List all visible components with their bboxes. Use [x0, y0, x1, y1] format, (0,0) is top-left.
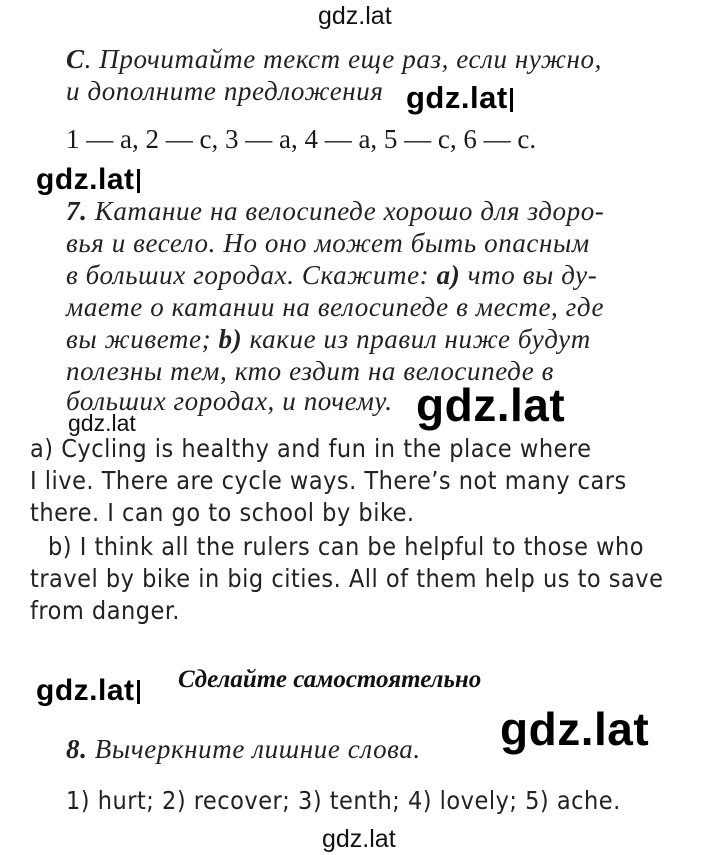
answer-b-line2: travel by bike in big cities. All of them help us to save [30, 564, 664, 593]
answer-b-line1: b) I think all the rulers can be helpful to those who [48, 532, 645, 561]
answer-b-line3: from danger. [30, 596, 180, 625]
task7-label-a: a) [436, 260, 461, 290]
section-c-line1 [66, 44, 602, 75]
watermark-large-right: gdz.lat [500, 703, 650, 755]
section-c-line2: и дополните предложения [66, 76, 384, 106]
task7-line5 [66, 324, 591, 355]
watermark-large-mid: gdz.lat [416, 379, 566, 431]
task7-line1-text: Катание на велосипеде хорошо для здоро- [87, 196, 605, 226]
self-study-heading: Сделайте самостоятельно [178, 666, 482, 693]
task7-line5-start: вы живете; [66, 324, 219, 354]
watermark-7-bar [137, 169, 140, 193]
task7-line5-end: какие из правил ниже будут [242, 324, 591, 354]
answer-a-line3: there. I can go to school by bike. [30, 498, 415, 527]
task7-line3-start: в больших городах. Скажите: [66, 260, 437, 290]
watermark-top: gdz.lat [318, 2, 392, 30]
task7-line2: вья и весело. Но оно может быть опасным [66, 228, 590, 258]
task7-line4: маете о катании на велосипеде в месте, где [66, 292, 605, 322]
task7-line6: полезны тем, кто ездит на велосипеде в [66, 356, 554, 386]
watermark-heading [36, 674, 140, 708]
watermark-bottom: gdz.lat [322, 825, 396, 853]
task7-label-b: b) [218, 324, 243, 354]
task7-line3 [66, 260, 597, 291]
task7-line1 [66, 196, 604, 227]
answer-a-line1: a) Cycling is healthy and fun in the place where [30, 434, 592, 463]
section-c-text1: . Прочитайте текст еще раз, если нужно, [84, 44, 602, 74]
section-c-answers: 1 — a, 2 — c, 3 — a, 4 — a, 5 — c, 6 — c. [66, 124, 537, 154]
watermark-small-mid: gdz.lat [68, 410, 136, 436]
watermark-7-text: gdz.lat [36, 163, 135, 196]
task8-number: 8. [66, 734, 88, 764]
watermark-heading-bar [137, 680, 140, 704]
answer-a-line2: I live. There are cycle ways. There’s not many cars [30, 466, 627, 495]
watermark-c-bar [510, 88, 513, 112]
task8-answers: 1) hurt; 2) recover; 3) tenth; 4) lovely; 5) ache. [66, 786, 621, 815]
section-c-label: C [66, 44, 85, 74]
watermark-7 [36, 163, 140, 197]
watermark-c [406, 80, 513, 116]
task8-text: Вычеркните лишние слова. [87, 734, 421, 764]
task7-line7: больших городах, и почему. [66, 386, 393, 416]
task7-line3-end: что вы ду- [460, 260, 598, 290]
watermark-heading-text: gdz.lat [36, 674, 135, 707]
task8-line [66, 734, 421, 765]
watermark-c-text: gdz.lat [406, 80, 508, 115]
task7-number: 7. [66, 196, 88, 226]
